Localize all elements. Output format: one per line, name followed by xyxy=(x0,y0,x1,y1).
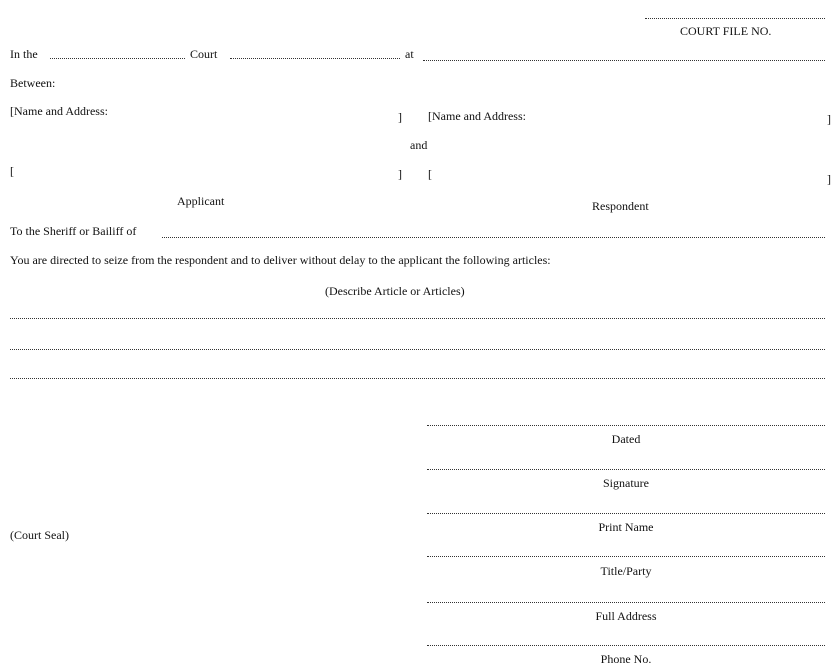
between-label: Between: xyxy=(10,76,56,90)
court-location-field[interactable] xyxy=(230,58,400,59)
print-name-field[interactable] xyxy=(427,513,825,514)
in-the-label: In the xyxy=(10,47,38,61)
directive-text: You are directed to seize from the respondent and to deliver without delay to the applicant the following articles: xyxy=(10,253,551,267)
and-label: and xyxy=(410,138,428,152)
signature-label: Signature xyxy=(603,476,649,490)
title-party-label: Title/Party xyxy=(600,564,652,578)
at-label: at xyxy=(405,47,414,61)
left-bracket-open-bottom: [ xyxy=(10,164,14,178)
phone-field[interactable] xyxy=(427,645,825,646)
dated-field[interactable] xyxy=(427,425,825,426)
sheriff-bailiff-label: To the Sheriff or Bailiff of xyxy=(10,224,137,238)
phone-label: Phone No. xyxy=(600,652,652,666)
full-address-field[interactable] xyxy=(427,602,825,603)
title-party-field[interactable] xyxy=(427,556,825,557)
article-line-1[interactable] xyxy=(10,318,825,319)
respondent-label: Respondent xyxy=(592,199,649,213)
respondent-name-address-label: [Name and Address: xyxy=(428,109,526,123)
signature-field[interactable] xyxy=(427,469,825,470)
right-bracket-open-bottom: [ xyxy=(428,167,432,181)
court-seal-label: (Court Seal) xyxy=(10,528,69,542)
left-bracket-close-bottom: ] xyxy=(398,167,402,181)
dated-label: Dated xyxy=(611,432,641,446)
court-label: Court xyxy=(190,47,218,61)
right-bracket-close-bottom: ] xyxy=(827,172,831,186)
applicant-name-address-label: [Name and Address: xyxy=(10,104,108,118)
right-bracket-close-top: ] xyxy=(827,112,831,126)
article-line-2[interactable] xyxy=(10,349,825,350)
print-name-label: Print Name xyxy=(598,520,654,534)
court-name-field[interactable] xyxy=(50,58,185,59)
left-bracket-close-top: ] xyxy=(398,110,402,124)
applicant-label: Applicant xyxy=(177,194,225,208)
court-address-field[interactable] xyxy=(423,60,825,61)
court-file-no-field[interactable] xyxy=(645,18,825,19)
court-file-no-label: COURT FILE NO. xyxy=(680,24,772,38)
sheriff-bailiff-field[interactable] xyxy=(162,237,825,238)
describe-articles-label: (Describe Article or Articles) xyxy=(325,284,465,298)
article-line-3[interactable] xyxy=(10,378,825,379)
full-address-label: Full Address xyxy=(595,609,657,623)
